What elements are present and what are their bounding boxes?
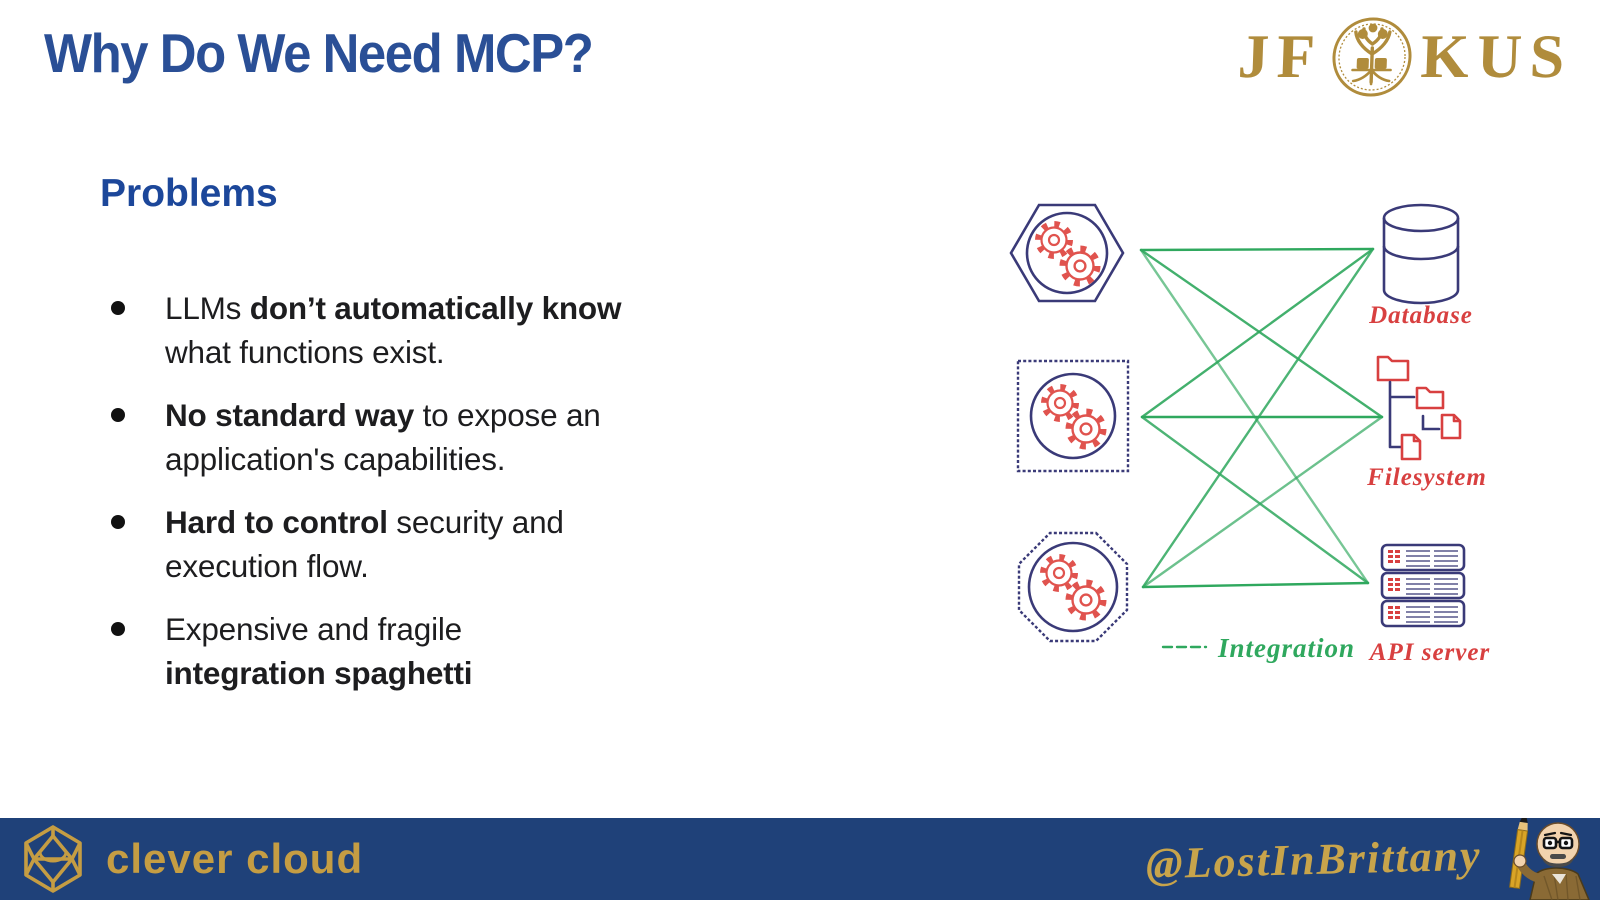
text-segment: security and <box>387 504 564 540</box>
bullet-text <box>165 607 472 695</box>
author-handle: @LostInBrittany <box>1145 830 1483 888</box>
integration-spaghetti-diagram <box>930 170 1590 740</box>
filesystem-icon <box>1378 357 1460 459</box>
clever-cloud-logo-icon <box>18 824 88 894</box>
integration-lines <box>1141 249 1382 587</box>
problems-heading: Problems <box>100 172 278 215</box>
bullet-text <box>165 500 564 588</box>
bullet-line <box>165 544 564 588</box>
database-label: Database <box>1369 302 1473 329</box>
lostinbrittany-avatar <box>1492 818 1592 900</box>
yggdrasil-tree-icon <box>1327 14 1416 100</box>
bullet-dot <box>111 408 125 422</box>
filesystem-label: Filesystem <box>1367 464 1487 491</box>
bullet-line <box>165 393 601 437</box>
problems-list <box>103 286 621 695</box>
text-segment-bold: don’t automatically know <box>249 290 622 326</box>
text-segment: to expose an <box>414 397 601 433</box>
brand-name: clever cloud <box>106 835 364 882</box>
integration-label: Integration <box>1218 633 1356 663</box>
text-segment: application's capabilities. <box>165 441 506 477</box>
jfokus-logo <box>1236 14 1573 100</box>
integration-legend <box>1163 633 1355 663</box>
list-item <box>103 607 621 695</box>
text-segment-bold: No standard way <box>165 397 415 433</box>
api-server-label: API server <box>1369 639 1491 666</box>
page-title: Why Do We Need MCP? <box>44 23 593 85</box>
bullet-dot <box>111 515 125 529</box>
bullet-line <box>165 607 472 651</box>
bullet-line <box>165 651 472 695</box>
bullet-dot <box>111 622 125 636</box>
clever-cloud-brand <box>18 818 363 900</box>
text-segment-bold: Hard to control <box>165 504 388 540</box>
jfokus-letters-left: JF <box>1236 23 1324 91</box>
bullet-line <box>165 500 564 544</box>
api-server-icon <box>1382 545 1464 626</box>
bullet-dot <box>111 301 125 315</box>
author-credit <box>1146 818 1592 900</box>
bullet-text <box>165 286 621 374</box>
bullet-text <box>165 393 601 481</box>
text-segment: execution flow. <box>165 548 369 584</box>
hexagon-gears-app-icon <box>1011 205 1123 301</box>
list-item <box>103 393 621 481</box>
text-segment: Expensive and fragile <box>165 611 462 647</box>
square-gears-app-icon <box>1018 361 1128 471</box>
text-segment: what functions exist. <box>165 334 445 370</box>
text-segment-bold: integration spaghetti <box>165 655 473 691</box>
octagon-gears-app-icon <box>1019 533 1127 641</box>
jfokus-letters-right: KUS <box>1419 23 1574 91</box>
bullet-line <box>165 330 621 374</box>
text-segment: LLMs <box>165 290 250 326</box>
list-item <box>103 500 621 588</box>
footer-bar <box>0 818 1600 900</box>
database-icon <box>1384 205 1458 303</box>
bullet-line <box>165 286 621 330</box>
bullet-line <box>165 437 601 481</box>
list-item <box>103 286 621 374</box>
